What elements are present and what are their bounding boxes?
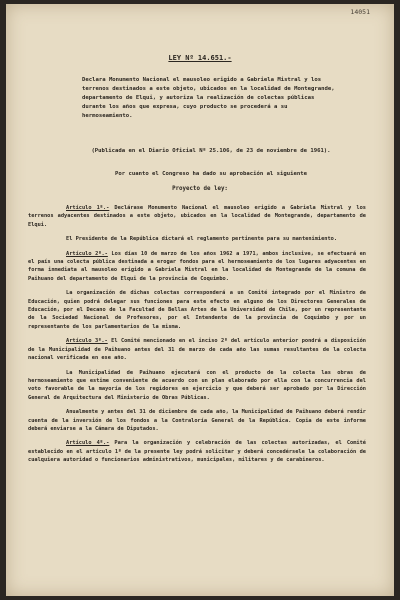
paragraph — [28, 250, 366, 284]
article-text: Declárase Monumento Nacional el mausoleo erigido a Gabriela Mistral y los terrenos adyacentes destinados a este objeto, ubicados en la localidad de Montegrande, departamento de Elqui. — [28, 205, 366, 228]
paragraph — [28, 369, 366, 403]
paragraph — [28, 408, 366, 433]
article-text: Anualmente y antes del 31 de diciembre de cada año, la Municipalidad de Paihuano deberá rendir cuenta de la inversión de los fondos a la Contraloría General de la República. Copia de este informe deberá enviarse a la Cámara de Diputados. — [28, 409, 366, 432]
paragraph — [28, 204, 366, 229]
enacting-clause: Por cuanto el Congreso ha dado su aprobación al siguiente — [115, 171, 307, 177]
paragraph — [28, 337, 366, 362]
publication-note: (Publicada en el Diario Oficial Nº 25.106, de 23 de noviembre de 1961). — [91, 148, 331, 154]
article-text: Los días 10 de marzo de los años 1962 a 1971, ambos inclusive, se efectuará en el país una colecta pública destinada a erogar fondos para el hermoseamiento de los lugares adyacentes en forma inmediata al mausoleo erigido a Gabriela Mistral en la localidad de Montegrande de la comuna de Paihuano del departamento de Elqui de la provincia de Coquimbo. — [28, 250, 366, 282]
proyecto-heading: Proyecto de ley: — [172, 186, 228, 192]
paragraph — [28, 235, 366, 243]
paragraph — [28, 289, 366, 331]
article-text: El Comité mencionado en el inciso 2º del artículo anterior pondrá a disposición de la Municipalidad de Paihuano antes del 31 de marzo de cada año las sumas resultantes de la colecta nacional verificada en ese año. — [28, 338, 366, 362]
document-page — [6, 4, 394, 596]
article-heading: Artículo 4º.- — [66, 440, 110, 447]
page-reference: 14051 — [350, 8, 370, 16]
article-text: La Municipalidad de Paihuano ejecutará con el producto de la colecta las obras de hermoseamiento que estime conveniente de acuerdo con un plan elaborado por ella con la concurrencia del voto favorable de la mayoría de los regidores en ejercicio y que deberá ser aprobado por la Dirección General de Arquitectura del Ministerio de Obras Públicas. — [28, 369, 366, 401]
article-text: La organización de dichas colectas corresponderá a un Comité integrado por el Ministro de Educación, quien podrá delegar sus funciones para este efecto en alguno de los Directores Generales de Educación, por el Decano de la Facultad de Bellas Artes de la Universidad de Chile, por un representante de la Sociedad Nacional de Profesores, por el Intendente de la provincia de Coquimbo y por un representante de los parlamentarios de la misma. — [28, 290, 366, 330]
paragraph — [28, 439, 366, 464]
article-heading: Artículo 3º.- — [66, 338, 108, 345]
article-heading: Artículo 2º.- — [66, 250, 108, 257]
law-summary: Declara Monumento Nacional el mausoleo erigido a Gabriela Mistral y los terrenos destinados a este objeto, ubicados en la localidad de Montegrande, departamento de Elqui, y autoriza la realización de colectas públicas durante los años que expresa, cuyo producto se procederá a su hermoseamiento. — [82, 77, 335, 119]
law-title-text: LEY Nº 14.651.- — [168, 54, 232, 62]
article-text: Para la organización y celebración de las colectas autorizadas, el Comité establecido en el artículo 1º de la presente ley podrá solicitar y deberá concedérsele la colaboración de cualquiera autoridad o funcionarios administrativos, municipales, militares y de carabineros. — [28, 440, 366, 464]
article-text: El Presidente de la República dictará el reglamento pertinente para su mantenimiento. — [66, 236, 338, 243]
article-heading: Artículo 1º.- — [66, 205, 110, 211]
law-title — [6, 54, 394, 62]
law-body — [28, 204, 366, 471]
